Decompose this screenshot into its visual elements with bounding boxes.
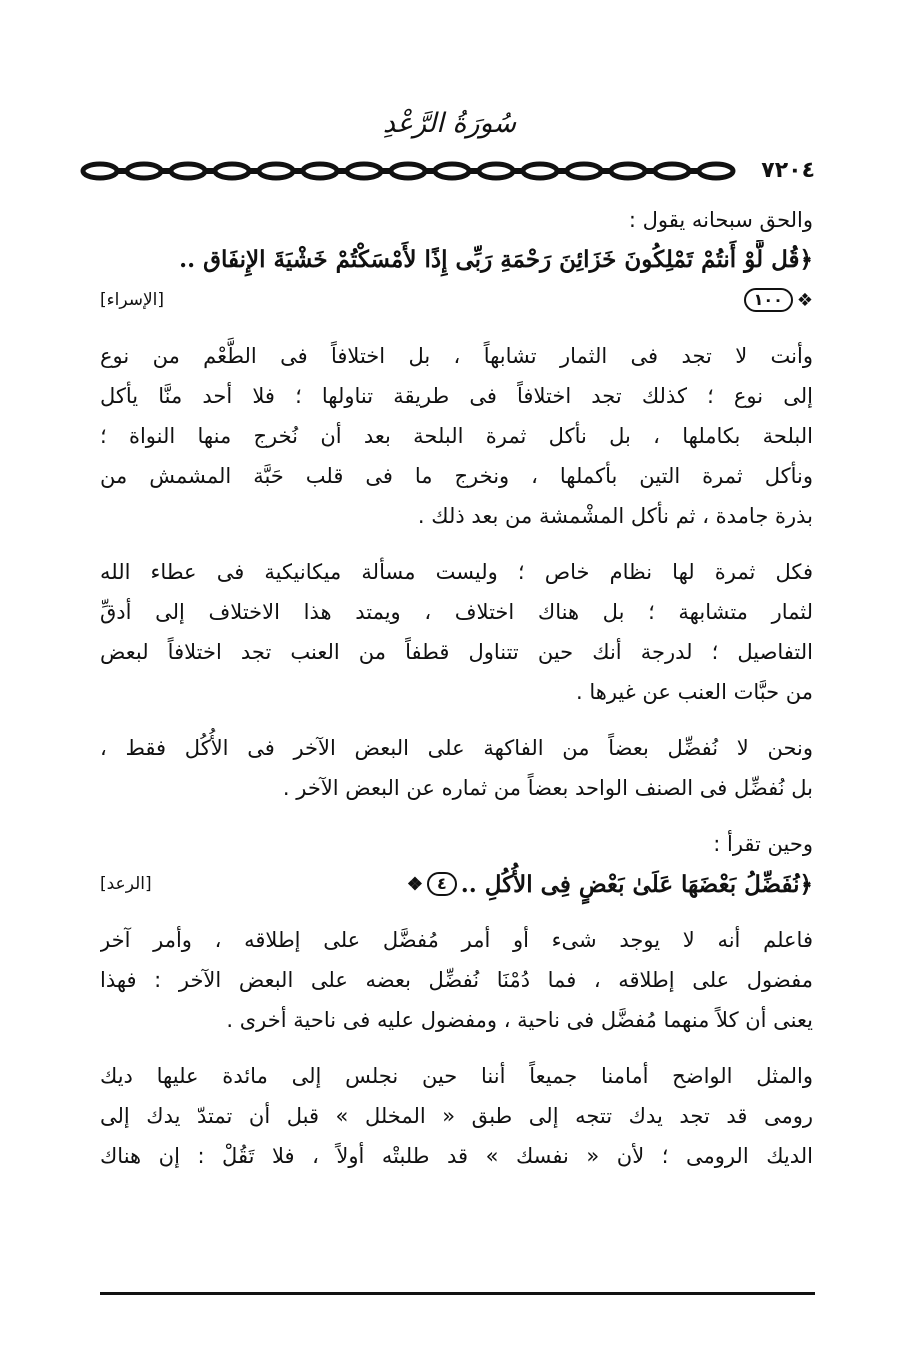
verse-line-2 bbox=[100, 864, 813, 904]
text-line: لثمار متشابهة ؛ بل هناك اختلاف ، ويمتد هذا الاختلاف إلى أدقِّ bbox=[100, 600, 813, 624]
ayah-marker bbox=[744, 288, 813, 312]
intro-line: والحق سبحانه يقول : bbox=[628, 208, 813, 232]
verse-text: ﴿نُفَضِّلُ بَعْضَهَا عَلَىٰ بَعْضٍ فِى الأُكُلِ .. bbox=[460, 870, 813, 898]
verse-text-2 bbox=[407, 871, 813, 898]
text-line: البلحة بكاملها ، بل نأكل ثمرة البلحة بعد أن نُخرج منها النواة ؛ bbox=[100, 424, 813, 448]
text-line: الديك الرومى ؛ لأن « نفسك » قد طلبتْه أولاً ، فلا تَقُلْ : إن هناك bbox=[100, 1144, 813, 1168]
ayah-flower-icon: ❖ bbox=[796, 289, 813, 311]
text-line: بل نُفضِّل فى الصنف الواحد بعضاً من ثماره عن البعض الآخر . bbox=[282, 776, 813, 800]
ayah-flower-icon: ❖ bbox=[406, 873, 424, 895]
text-line: رومى قد تجد يدك تتجه إلى طبق « المخلل » قبل أن تمتدّ يدك إلى bbox=[100, 1104, 813, 1128]
text-line: إلى نوع ؛ كذلك تجد اختلافاً فى طريقة تناولها ؛ فلا أحد منَّا يأكل bbox=[100, 384, 813, 408]
text-line: ونحن لا نُفضِّل بعضاً من الفاكهة على البعض الآخر فى الأُكُل فقط ، bbox=[100, 736, 813, 760]
page-body bbox=[100, 200, 813, 1176]
ayah-number: ١٠٠ bbox=[744, 288, 793, 312]
surah-reference: [الرعد] bbox=[100, 874, 152, 894]
text-line: مفضول على إطلاقه ، فما دُمْنَا نُفضِّل بعضه على البعض الآخر : فهذا bbox=[100, 968, 813, 992]
verse-line: ﴿قُل لَّوْ أَنتُمْ تَمْلِكُونَ خَزَائِنَ رَحْمَةِ رَبِّى إِذًا لأَمْسَكْتُمْ خَشْيَةَ الإِنفَاق .. bbox=[179, 246, 813, 273]
surah-title: سُورَةُ الرَّعْدِ bbox=[382, 108, 517, 139]
text-line: من حبَّات العنب عن غيرها . bbox=[576, 680, 813, 704]
header-band bbox=[80, 157, 815, 185]
verse-end bbox=[100, 280, 813, 320]
surah-reference: [الإسراء] bbox=[100, 290, 165, 310]
text-line: فكل ثمرة لها نظام خاص ؛ وليست مسألة ميكانيكية فى عطاء الله bbox=[100, 560, 813, 584]
text-line: التفاصيل ؛ لدرجة أنك حين تتناول قطفاً من العنب تجد اختلافاً لبعض bbox=[100, 640, 813, 664]
chain-ornament bbox=[80, 157, 740, 185]
text-line: فاعلم أنه لا يوجد شىء أو أمر مُفضَّل على إطلاقه ، وأمر آخر bbox=[100, 928, 813, 952]
footer-rule bbox=[100, 1292, 815, 1295]
text-line: يعنى أن كلاً منهما مُفضَّل فى ناحية ، ومفضول عليه فى ناحية أخرى . bbox=[226, 1008, 813, 1032]
reading-intro: وحين تقرأ : bbox=[713, 832, 813, 856]
ayah-number: ٤ bbox=[427, 872, 457, 896]
text-line: والمثل الواضح أمامنا جميعاً أننا حين نجلس إلى مائدة عليها ديك bbox=[100, 1064, 813, 1088]
text-line: وأنت لا تجد فى الثمار تشابهاً ، بل اختلافاً فى الطَّعْم من نوع bbox=[100, 344, 813, 368]
page-number: ٧٢٠٤ bbox=[761, 158, 815, 183]
text-line: بذرة جامدة ، ثم نأكل المشْمشة من بعد ذلك . bbox=[417, 504, 813, 528]
text-line: ونأكل ثمرة التين بأكملها ، ونخرج ما فى قلب حَبَّة المشمش من bbox=[100, 464, 813, 488]
